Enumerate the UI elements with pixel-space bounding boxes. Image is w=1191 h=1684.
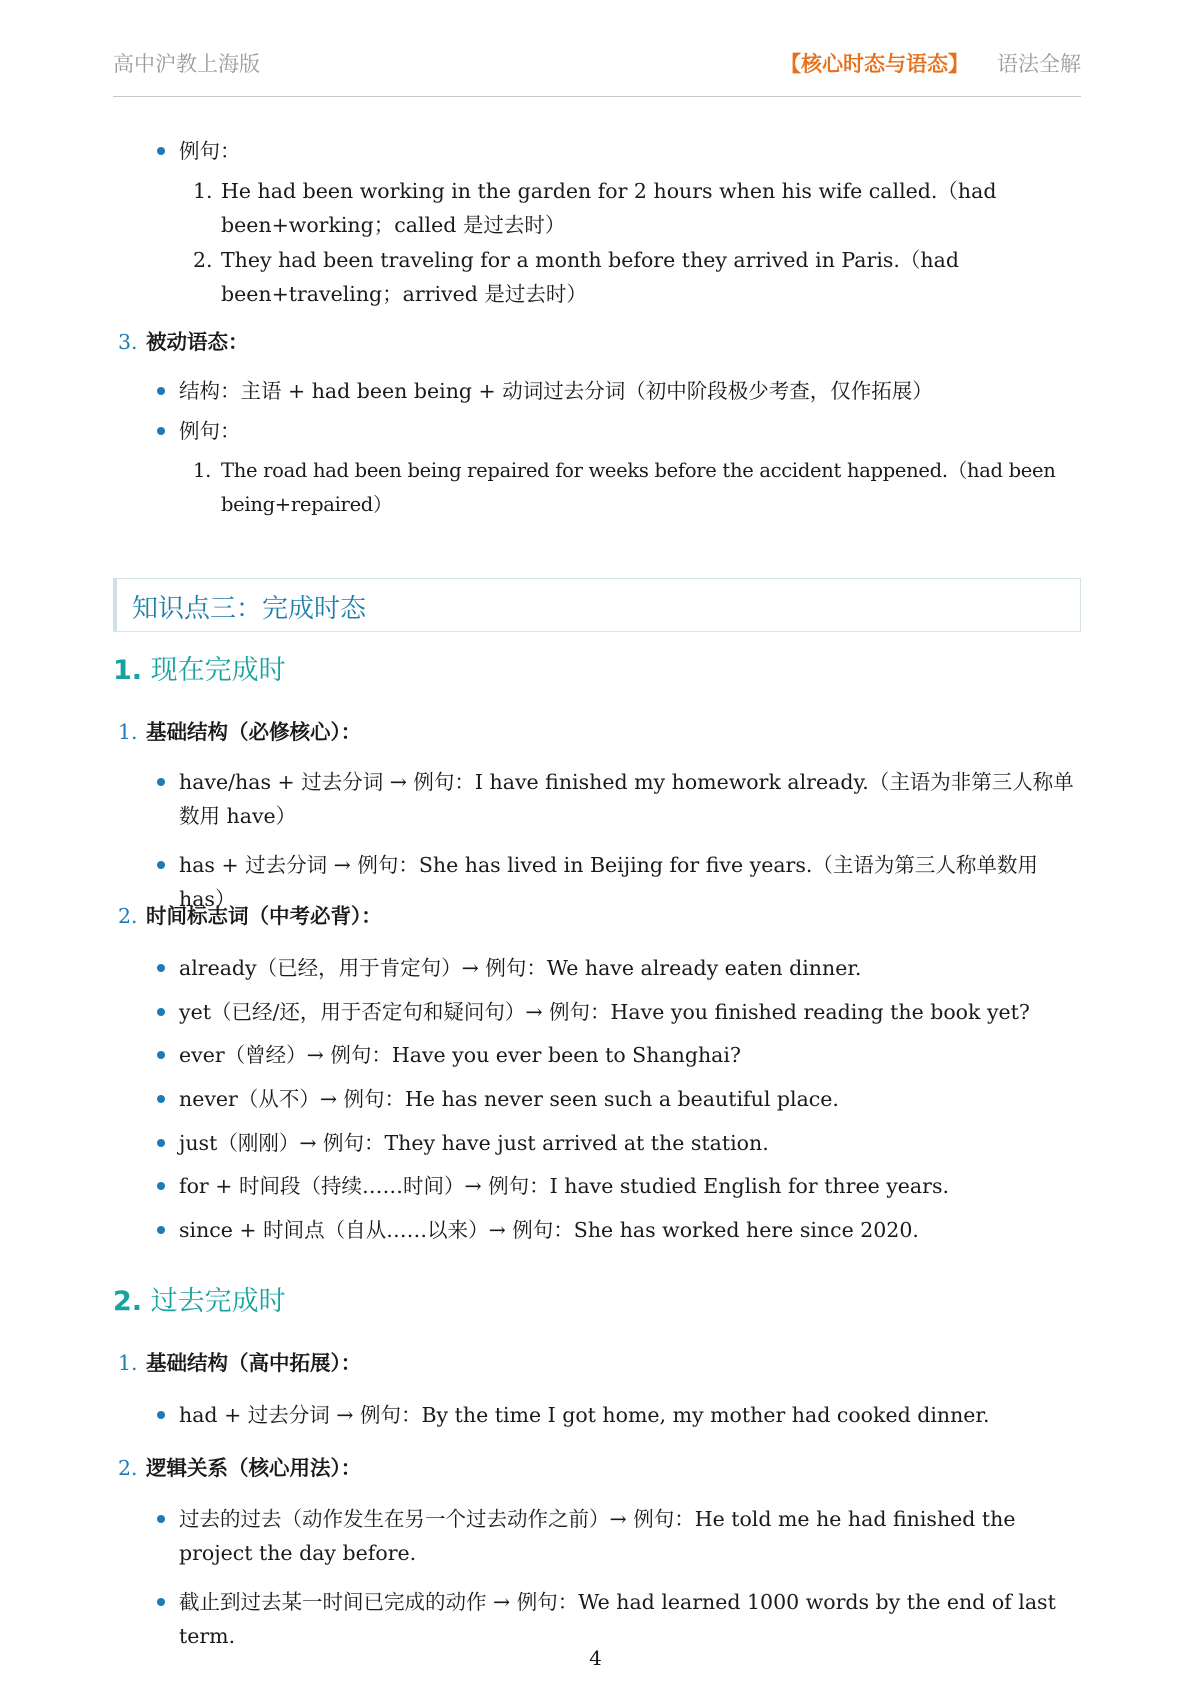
page-number: 4 <box>589 1646 602 1670</box>
subheading-number: 1. <box>118 1351 138 1375</box>
bullet-time-marker <box>158 1038 1081 1072</box>
subheading-number: 1. <box>118 720 138 744</box>
subheading-time-markers <box>118 899 1081 933</box>
bullet-time-marker <box>158 1082 1081 1116</box>
heading-number: 2. <box>113 1286 143 1317</box>
heading-text: 过去完成时 <box>150 1286 286 1317</box>
bullet-time-marker <box>158 1169 1081 1203</box>
section-title-box <box>113 578 1081 632</box>
heading-text: 现在完成时 <box>150 655 286 686</box>
bullet-logic-item <box>158 1502 1081 1570</box>
example-item <box>193 243 1081 311</box>
heading-present-perfect <box>113 648 286 687</box>
bullet-structure-item <box>158 765 1081 833</box>
example-number: 1. <box>193 179 213 203</box>
bullet-time-marker <box>158 951 1081 985</box>
subheading-logic <box>118 1451 1081 1485</box>
heading-past-perfect <box>113 1279 286 1318</box>
bullet-text: had + 过去分词 → 例句：By the time I got home, my mother had cooked dinner. <box>179 1403 990 1427</box>
bullet-text: already（已经，用于肯定句）→ 例句：We have already eaten dinner. <box>179 956 862 980</box>
example-number: 2. <box>193 248 213 272</box>
example-text: They had been traveling for a month before they arrived in Paris.（had been+traveling；arrived 是过去时） <box>221 248 959 306</box>
bullet-text: has + 过去分词 → 例句：She has lived in Beijing for five years.（主语为第三人称单数用 has） <box>179 853 1038 911</box>
subheading-number: 3. <box>118 330 138 354</box>
section-title: 知识点三：完成时态 <box>132 594 367 624</box>
subheading-text: 逻辑关系（核心用法）： <box>146 1456 362 1480</box>
heading-number: 1. <box>113 655 143 686</box>
bullet-text: 结构：主语 + had been being + 动词过去分词（初中阶段极少考查，仅作拓展） <box>179 379 933 403</box>
example-item <box>193 454 1091 522</box>
bullet-example-label <box>158 414 1081 448</box>
bullet-text: 例句： <box>179 139 241 163</box>
bullet-passive-structure <box>158 374 1081 408</box>
example-text: The road had been being repaired for weeks before the accident happened.（had been being+repaired） <box>221 459 1056 516</box>
subheading-structure <box>118 715 1081 749</box>
bullet-time-marker <box>158 995 1081 1029</box>
subheading-text: 基础结构（必修核心）： <box>146 720 362 744</box>
bullet-text: for + 时间段（持续……时间）→ 例句：I have studied English for three years. <box>179 1174 949 1198</box>
bullet-text: 截止到过去某一时间已完成的动作 → 例句：We had learned 1000 words by the end of last term. <box>179 1590 1056 1648</box>
header-right <box>780 48 1081 78</box>
subheading-structure <box>118 1346 1081 1380</box>
subheading-text: 被动语态： <box>146 330 249 354</box>
header-subtitle: 语法全解 <box>997 52 1081 76</box>
bullet-text: since + 时间点（自从……以来）→ 例句：She has worked here since 2020. <box>179 1218 919 1242</box>
example-text: He had been working in the garden for 2 hours when his wife called.（had been+working；called 是过去时） <box>221 179 997 237</box>
bullet-text: 例句： <box>179 419 241 443</box>
subheading-text: 时间标志词（中考必背）： <box>146 904 382 928</box>
bullet-text: never（从不）→ 例句：He has never seen such a beautiful place. <box>179 1087 839 1111</box>
example-number: 1. <box>193 459 212 482</box>
subheading-text: 基础结构（高中拓展）： <box>146 1351 362 1375</box>
bullet-structure-item <box>158 1398 1081 1432</box>
subheading-number: 2. <box>118 904 138 928</box>
bullet-text: 过去的过去（动作发生在另一个过去动作之前）→ 例句：He told me he had finished the project the day before. <box>179 1507 1016 1565</box>
header-chapter-title: 【核心时态与语态】 <box>780 52 969 76</box>
example-item <box>193 174 1081 242</box>
bullet-logic-item <box>158 1585 1081 1653</box>
header-book-title: 高中沪教上海版 <box>113 52 260 76</box>
bullet-text: yet（已经/还，用于否定句和疑问句）→ 例句：Have you finished reading the book yet? <box>179 1000 1030 1024</box>
bullet-text: ever（曾经）→ 例句：Have you ever been to Shanghai? <box>179 1043 741 1067</box>
passive-voice-heading <box>118 325 1081 359</box>
bullet-time-marker <box>158 1213 1081 1247</box>
bullet-time-marker <box>158 1126 1081 1160</box>
bullet-example-label <box>158 134 1081 168</box>
page-header <box>113 44 1081 97</box>
bullet-text: have/has + 过去分词 → 例句：I have finished my homework already.（主语为非第三人称单数用 have） <box>179 770 1074 828</box>
bullet-text: just（刚刚）→ 例句：They have just arrived at the station. <box>179 1131 769 1155</box>
subheading-number: 2. <box>118 1456 138 1480</box>
